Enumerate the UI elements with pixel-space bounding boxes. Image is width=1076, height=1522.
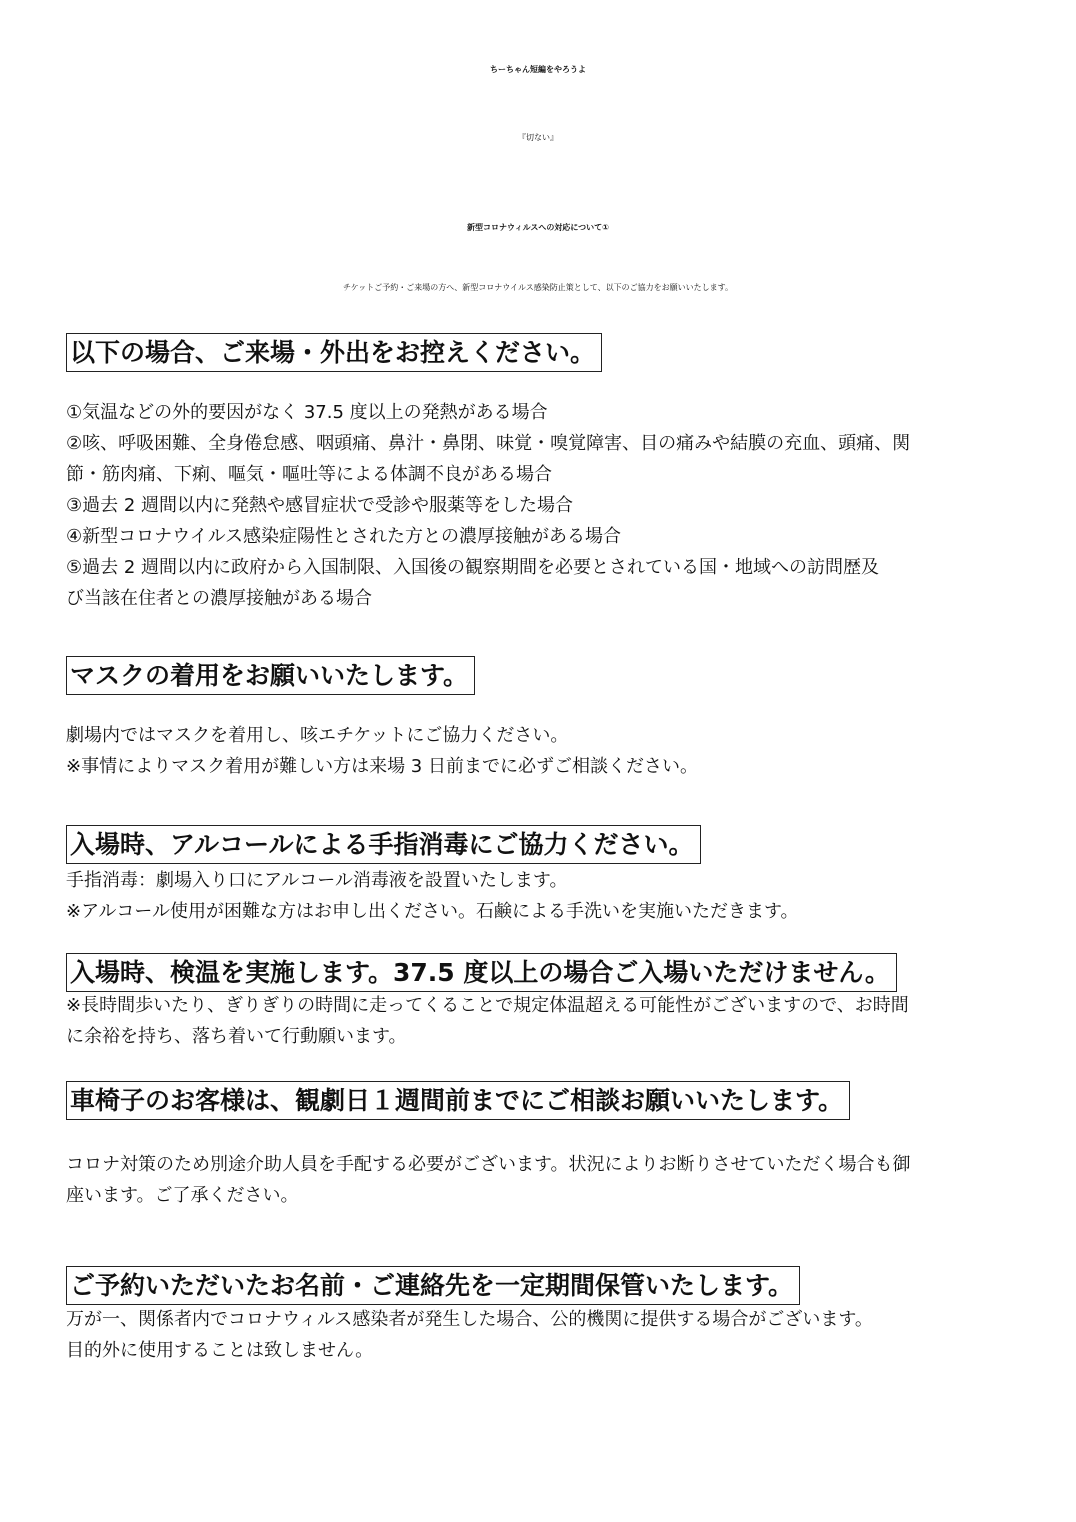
section-body-temperature [66,990,1016,1052]
body-line: 万が一、関係者内でコロナウィルス感染者が発生した場合、公的機関に提供する場合がございます。 [66,1309,873,1330]
intro-text: チケットご予約・ご来場の方へ、新型コロナウイルス感染防止策として、以下のご協力をお願いいたします。 [343,283,733,292]
section-body-stay-home [66,397,1016,614]
section-title-mask: マスクの着用をお願いいたします。 [66,656,475,695]
body-line: 手指消毒：劇場入り口にアルコール消毒液を設置いたします。 [66,870,568,891]
condition-line: ④新型コロナウイルス感染症陽性とされた方との濃厚接触がある場合 [66,526,622,547]
section-title-stay-home: 以下の場合、ご来場・外出をお控えください。 [66,333,602,372]
section-body-contact-info [66,1304,1016,1366]
condition-line: ③過去 2 週間以内に発熱や感冒症状で受診や服薬等をした場合 [66,495,574,516]
notice-heading: 新型コロナウィルスへの対応について① [467,223,609,232]
body-line: 座います。ご了承ください。 [66,1185,299,1206]
body-line: ※アルコール使用が困難な方はお申し出ください。石鹸による手洗いを実施いただきます。 [66,901,799,922]
body-line: ※長時間歩いたり、ぎりぎりの時間に走ってくることで規定体温超える可能性がございますので、お時間 [66,995,909,1016]
section-title-wheelchair: 車椅子のお客様は、観劇日１週間前までにご相談お願いいたします。 [66,1081,850,1120]
series-title: ちーちゃん短編をやろうよ [490,65,586,74]
body-line: コロナ対策のため別途介助人員を手配する必要がございます。状況によりお断りさせていただく場合も御 [66,1154,911,1175]
section-body-wheelchair [66,1149,1016,1211]
condition-line: ①気温などの外的要因がなく 37.5 度以上の発熱がある場合 [66,402,548,423]
play-title: 『切ない』 [518,133,558,142]
section-title-contact-info: ご予約いただいたお名前・ご連絡先を一定期間保管いたします。 [66,1266,800,1305]
condition-line: ⑤過去 2 週間以内に政府から入国制限、入国後の観察期間を必要とされている国・地域への訪問歴及 [66,557,880,578]
section-body-mask [66,720,1016,782]
section-title-sanitize: 入場時、アルコールによる手指消毒にご協力ください。 [66,825,701,864]
body-line: ※事情によりマスク着用が難しい方は来場 3 日前までに必ずご相談ください。 [66,756,698,777]
section-body-sanitize [66,865,1016,927]
body-line: に余裕を持ち、落ち着いて行動願います。 [66,1026,407,1047]
condition-line: 節・筋肉痛、下痢、嘔気・嘔吐等による体調不良がある場合 [66,464,552,485]
body-line: 劇場内ではマスクを着用し、咳エチケットにご協力ください。 [66,725,569,746]
section-title-temperature: 入場時、検温を実施します。37.5 度以上の場合ご入場いただけません。 [66,953,897,992]
condition-line: ②咳、呼吸困難、全身倦怠感、咽頭痛、鼻汁・鼻閉、味覚・嗅覚障害、目の痛みや結膜の充血、頭痛、関 [66,433,911,454]
body-line: 目的外に使用することは致しません。 [66,1340,374,1361]
condition-line: び当該在住者との濃厚接触がある場合 [66,588,372,609]
